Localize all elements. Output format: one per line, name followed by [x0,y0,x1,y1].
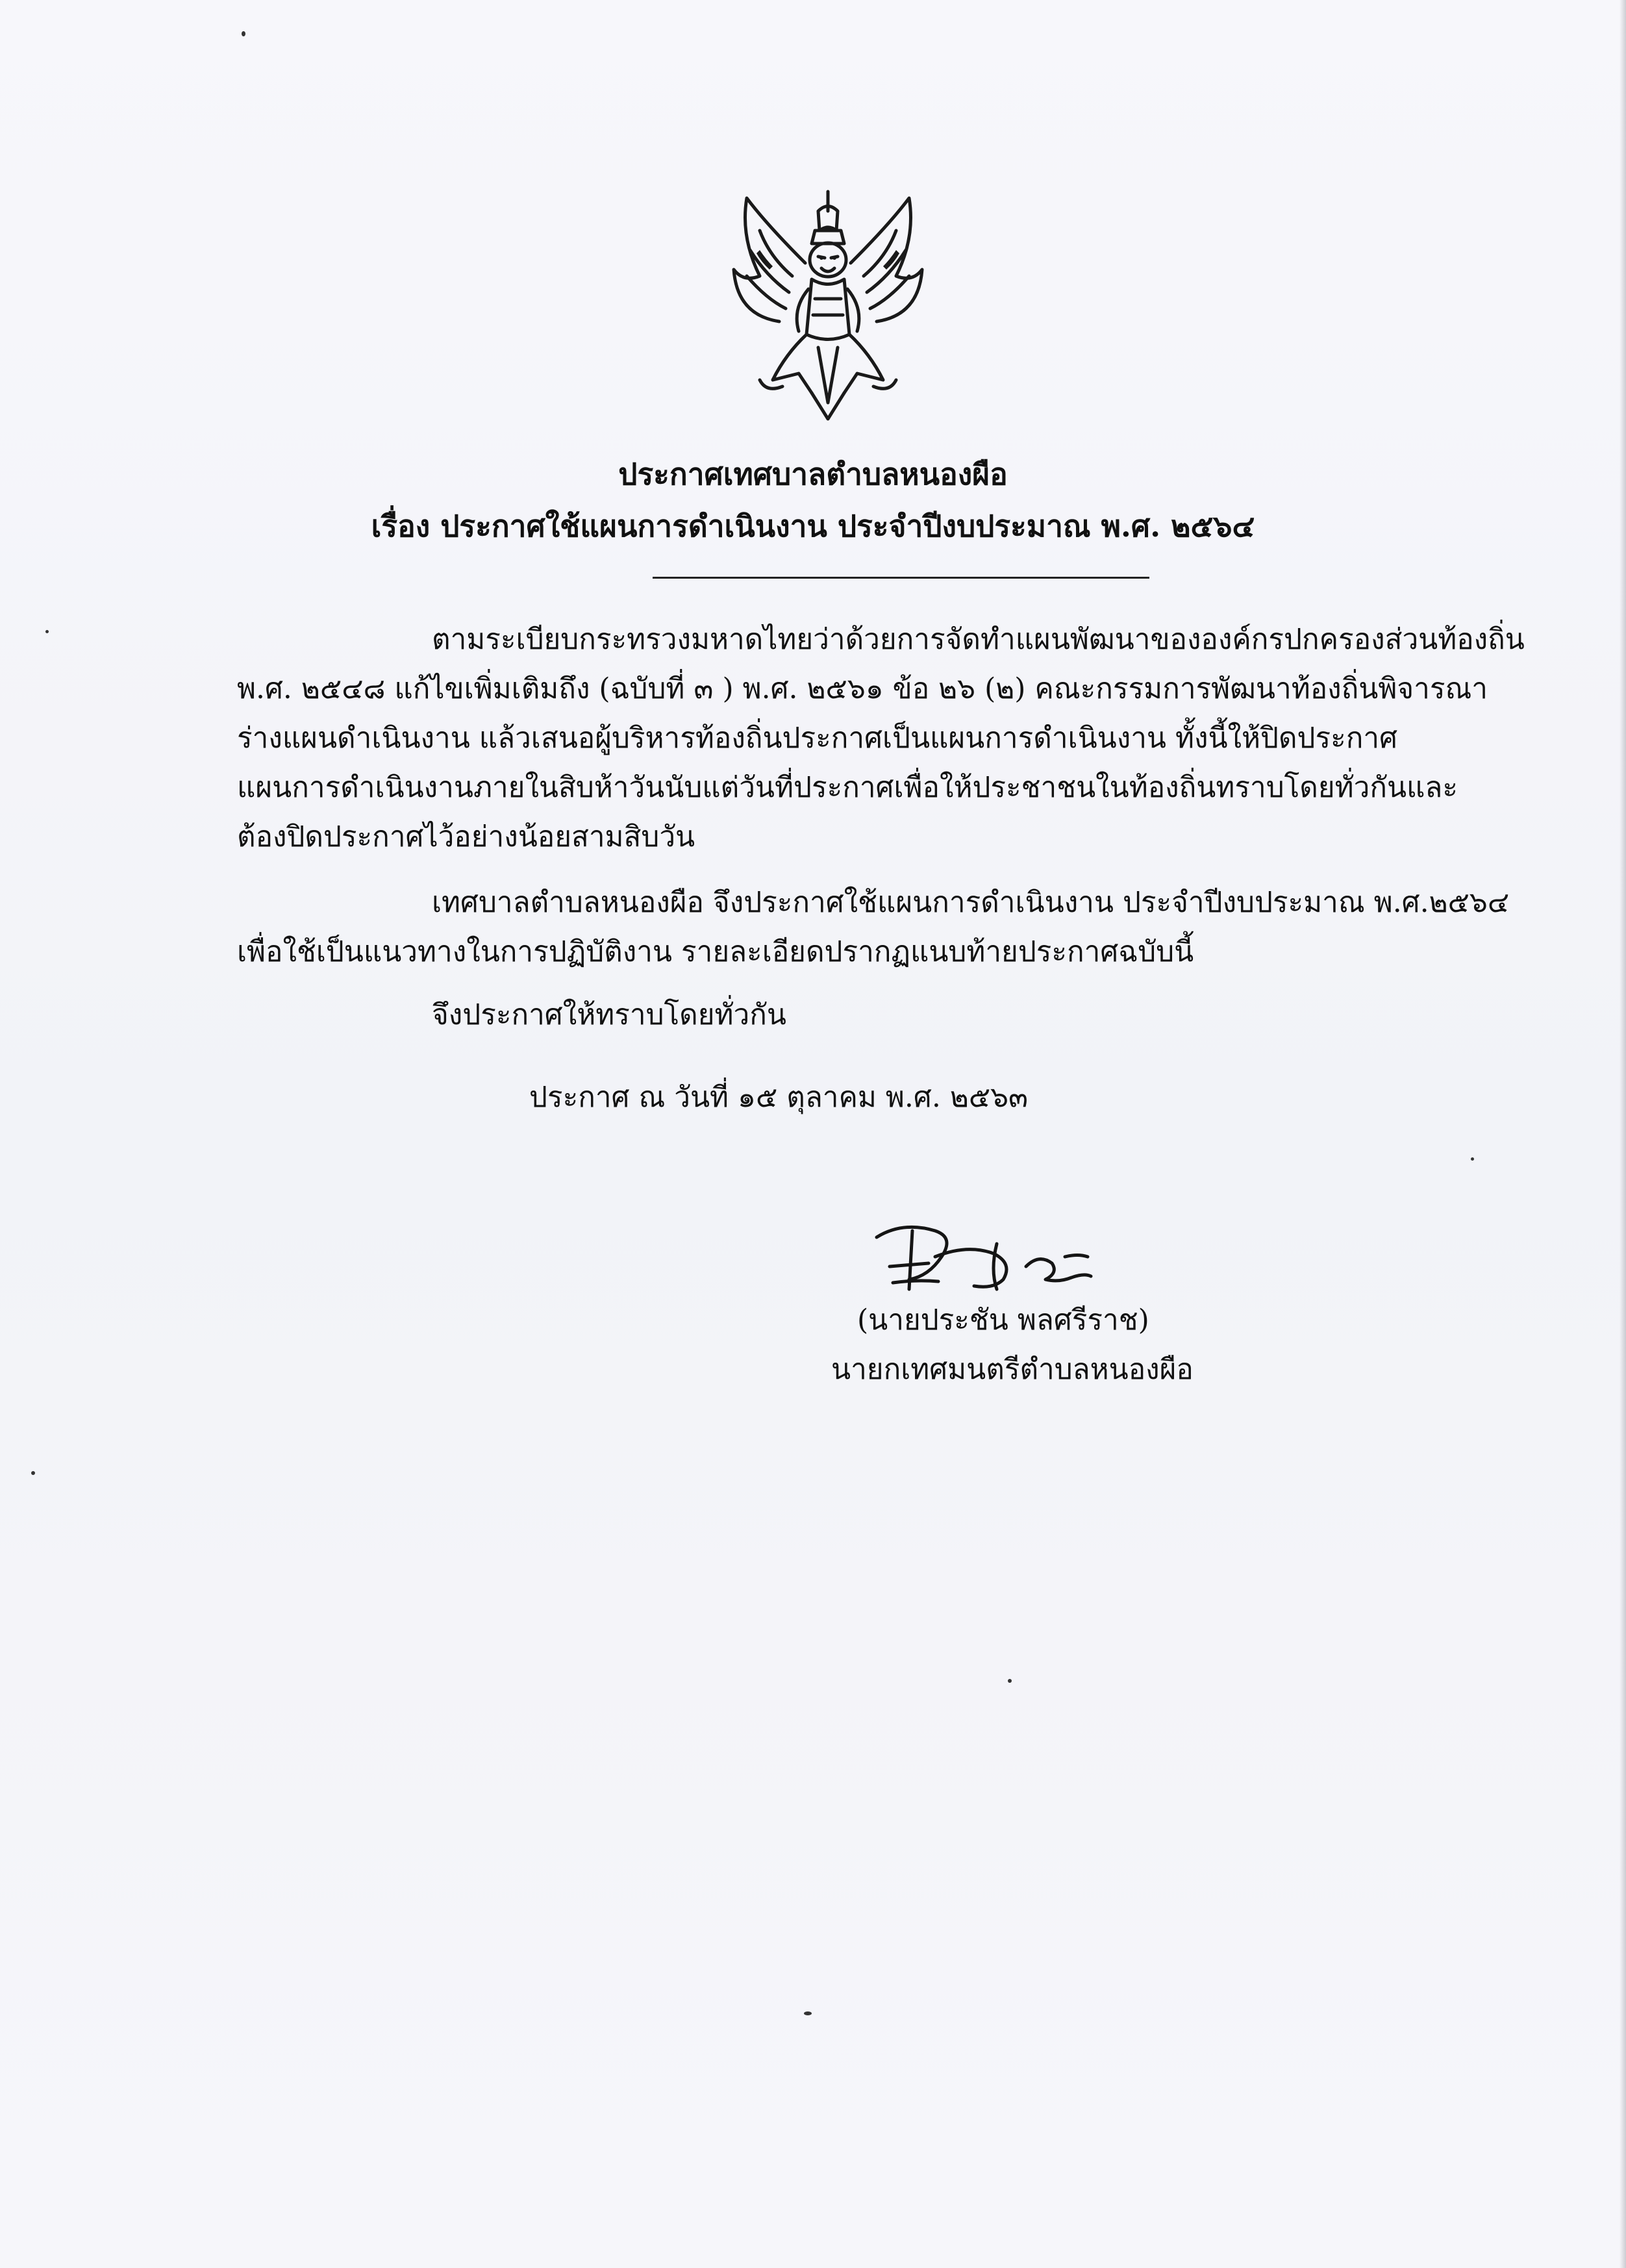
paragraph-2-line-2: เพื่อใช้เป็นแนวทางในการปฏิบัติงาน รายละเอียดปรากฏแนบท้ายประกาศฉบับนี้ [237,935,1194,968]
scan-speck [242,31,245,36]
signatory-name: (นายประชัน พลศรีราช) [857,1304,1149,1337]
paragraph-1-line-4: แผนการดำเนินงานภายในสิบห้าวันนับแต่วันที่ประกาศเพื่อให้ประชาชนในท้องถิ่นทราบโดยทั่วกันและ [237,771,1458,804]
scan-speck [45,630,49,633]
scan-speck [31,1471,35,1475]
garuda-emblem-icon [721,185,935,425]
document-subject: เรื่อง ประกาศใช้แผนการดำเนินงาน ประจำปีงบประมาณ พ.ศ. ๒๕๖๔ [371,509,1255,544]
paragraph-1-line-3: ร่างแผนดำเนินงาน แล้วเสนอผู้บริหารท้องถิ่นประกาศเป็นแผนการดำเนินงาน ทั้งนี้ให้ปิดประกาศ [237,722,1398,755]
paragraph-3: จึงประกาศให้ทราบโดยทั่วกัน [432,998,786,1031]
scan-speck [1008,1679,1012,1683]
announcement-date: ประกาศ ณ วันที่ ๑๕ ตุลาคม พ.ศ. ๒๕๖๓ [529,1081,1029,1114]
title-divider [653,577,1149,579]
scan-edge-shadow [1620,0,1626,2268]
paragraph-1-line-2: พ.ศ. ๒๕๔๘ แก้ไขเพิ่มเติมถึง (ฉบับที่ ๓ ) พ.ศ. ๒๕๖๑ ข้อ ๒๖ (๒) คณะกรรมการพัฒนาท้องถิ่นพิจารณา [237,672,1488,705]
document-title: ประกาศเทศบาลตำบลหนองผือ [618,457,1008,492]
signatory-title: นายกเทศมนตรีตำบลหนองผือ [831,1353,1194,1386]
paragraph-1-line-5: ต้องปิดประกาศไว้อย่างน้อยสามสิบวัน [237,820,695,853]
paragraph-1-line-1: ตามระเบียบกระทรวงมหาดไทยว่าด้วยการจัดทำแผนพัฒนาขององค์กรปกครองส่วนท้องถิ่น [432,623,1525,656]
paragraph-2-line-1: เทศบาลตำบลหนองผือ จึงประกาศใช้แผนการดำเนินงาน ประจำปีงบประมาณ พ.ศ.๒๕๖๔ [432,886,1510,919]
scan-speck [804,2011,812,2015]
handwritten-signature-icon [864,1218,1123,1302]
scan-speck [1471,1157,1474,1161]
